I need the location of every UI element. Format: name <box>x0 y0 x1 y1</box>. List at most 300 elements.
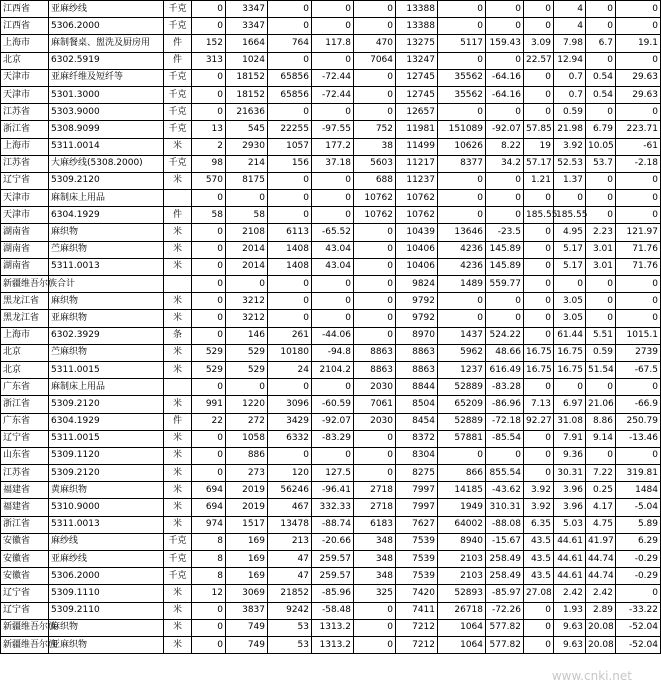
value-cell: -0.29 <box>616 568 661 585</box>
value-cell: 0 <box>354 447 396 464</box>
region-cell: 天津市 <box>1 69 49 86</box>
value-cell: 470 <box>354 35 396 52</box>
value-cell: 0 <box>554 379 586 396</box>
value-cell: 3.96 <box>554 482 586 499</box>
value-cell: 29.63 <box>616 86 661 103</box>
value-cell: 3.92 <box>524 499 554 516</box>
value-cell: 0 <box>486 310 524 327</box>
value-cell: 43.04 <box>312 241 354 258</box>
value-cell: 1408 <box>268 258 312 275</box>
table-row <box>1 310 661 327</box>
table-row <box>1 86 661 103</box>
value-cell: 156 <box>268 155 312 172</box>
value-cell: 348 <box>354 533 396 550</box>
unit-cell: 米 <box>164 310 192 327</box>
value-cell: 0 <box>438 310 486 327</box>
value-cell: 7997 <box>396 499 438 516</box>
value-cell: 0 <box>524 69 554 86</box>
region-cell: 安徽省 <box>1 533 49 550</box>
value-cell: 258.49 <box>486 551 524 568</box>
value-cell: 3.09 <box>524 35 554 52</box>
table-row <box>1 121 661 138</box>
value-cell: 21852 <box>268 585 312 602</box>
value-cell: 35562 <box>438 69 486 86</box>
table-row <box>1 447 661 464</box>
value-cell: 1024 <box>226 52 268 69</box>
value-cell: 0 <box>616 207 661 224</box>
value-cell: 529 <box>226 361 268 378</box>
unit-cell: 米 <box>164 516 192 533</box>
value-cell: 10626 <box>438 138 486 155</box>
unit-cell: 米 <box>164 602 192 619</box>
value-cell: 169 <box>226 568 268 585</box>
value-cell: -92.07 <box>312 413 354 430</box>
value-cell: 3.01 <box>586 258 616 275</box>
value-cell: 577.82 <box>486 636 524 653</box>
value-cell: 145.89 <box>486 241 524 258</box>
value-cell: 3212 <box>226 293 268 310</box>
value-cell: 7420 <box>396 585 438 602</box>
unit-cell: 件 <box>164 207 192 224</box>
value-cell: 0 <box>438 190 486 207</box>
value-cell: 0.59 <box>586 344 616 361</box>
value-cell: 0 <box>616 585 661 602</box>
value-cell: 2019 <box>226 499 268 516</box>
region-cell: 江苏省 <box>1 465 49 482</box>
value-cell: 0 <box>312 104 354 121</box>
value-cell: 98 <box>192 155 226 172</box>
value-cell: 7997 <box>396 482 438 499</box>
product-cell: 5309.2120 <box>49 172 164 189</box>
value-cell: 0 <box>192 104 226 121</box>
value-cell: -94.8 <box>312 344 354 361</box>
value-cell: 0 <box>586 1 616 18</box>
value-cell: 8 <box>192 551 226 568</box>
value-cell: 1437 <box>438 327 486 344</box>
value-cell: -85.97 <box>486 585 524 602</box>
value-cell: 0 <box>524 327 554 344</box>
product-cell: 5309.1120 <box>49 447 164 464</box>
value-cell: 616.49 <box>486 361 524 378</box>
value-cell: 145.89 <box>486 258 524 275</box>
value-cell: 21.98 <box>554 121 586 138</box>
value-cell: 0 <box>354 602 396 619</box>
unit-cell: 米 <box>164 361 192 378</box>
value-cell: 0 <box>354 636 396 653</box>
product-cell: 5311.0013 <box>49 516 164 533</box>
value-cell: 0 <box>524 1 554 18</box>
value-cell: 866 <box>438 465 486 482</box>
product-cell: 5311.0014 <box>49 138 164 155</box>
value-cell: 9.63 <box>554 636 586 653</box>
value-cell: 7.22 <box>586 465 616 482</box>
table-row <box>1 413 661 430</box>
value-cell: 4236 <box>438 258 486 275</box>
value-cell: 120 <box>268 465 312 482</box>
product-cell: 6304.1929 <box>49 207 164 224</box>
value-cell: -72.44 <box>312 86 354 103</box>
value-cell: 0 <box>524 293 554 310</box>
product-cell: 5309.2120 <box>49 465 164 482</box>
table-row <box>1 327 661 344</box>
value-cell: 4.17 <box>586 499 616 516</box>
value-cell: -64.16 <box>486 69 524 86</box>
value-cell: 0 <box>524 465 554 482</box>
product-cell: 麻织物 <box>49 224 164 241</box>
value-cell: 8863 <box>396 361 438 378</box>
value-cell: 2718 <box>354 499 396 516</box>
table-row <box>1 18 661 35</box>
value-cell: 11499 <box>396 138 438 155</box>
value-cell: 0 <box>586 104 616 121</box>
value-cell: 0 <box>268 1 312 18</box>
product-cell: 5306.2000 <box>49 18 164 35</box>
value-cell: 6.29 <box>616 533 661 550</box>
value-cell: 9242 <box>268 602 312 619</box>
value-cell: 65856 <box>268 69 312 86</box>
table-row <box>1 241 661 258</box>
value-cell: 8504 <box>396 396 438 413</box>
value-cell: 0 <box>616 276 661 293</box>
product-cell: 5301.3000 <box>49 86 164 103</box>
value-cell: 0 <box>192 69 226 86</box>
table-row <box>1 69 661 86</box>
unit-cell: 米 <box>164 447 192 464</box>
value-cell: 8175 <box>226 172 268 189</box>
value-cell: 1.93 <box>554 602 586 619</box>
value-cell: 152 <box>192 35 226 52</box>
value-cell: 44.61 <box>554 568 586 585</box>
watermark: www.cnki.net <box>551 669 632 683</box>
region-cell: 天津市 <box>1 86 49 103</box>
value-cell: 117.8 <box>312 35 354 52</box>
value-cell: 2104.2 <box>312 361 354 378</box>
value-cell: 0 <box>524 190 554 207</box>
value-cell: 0 <box>312 18 354 35</box>
value-cell: 0 <box>438 293 486 310</box>
value-cell: 52889 <box>438 379 486 396</box>
value-cell: 57881 <box>438 430 486 447</box>
value-cell: 10762 <box>354 190 396 207</box>
unit-cell: 千克 <box>164 69 192 86</box>
value-cell: 57.17 <box>524 155 554 172</box>
product-cell: 麻制床上用品 <box>49 379 164 396</box>
value-cell: 0 <box>438 52 486 69</box>
value-cell: 3429 <box>268 413 312 430</box>
value-cell: 52893 <box>438 585 486 602</box>
value-cell: 0 <box>268 172 312 189</box>
value-cell: 22 <box>192 413 226 430</box>
value-cell: 0 <box>192 258 226 275</box>
value-cell: 7.13 <box>524 396 554 413</box>
region-cell: 广东省 <box>1 413 49 430</box>
value-cell: 0 <box>354 224 396 241</box>
product-cell: 5309.2120 <box>49 396 164 413</box>
value-cell: 0 <box>486 1 524 18</box>
value-cell: 0 <box>312 293 354 310</box>
value-cell: -97.55 <box>312 121 354 138</box>
value-cell: 31.08 <box>554 413 586 430</box>
value-cell: 0.59 <box>554 104 586 121</box>
value-cell: 545 <box>226 121 268 138</box>
value-cell: 0 <box>268 276 312 293</box>
value-cell: -0.29 <box>616 551 661 568</box>
value-cell: 29.63 <box>616 69 661 86</box>
value-cell: 0 <box>192 310 226 327</box>
value-cell: 0 <box>354 1 396 18</box>
value-cell: 764 <box>268 35 312 52</box>
table-row <box>1 224 661 241</box>
value-cell: 0 <box>192 86 226 103</box>
value-cell: -23.5 <box>486 224 524 241</box>
value-cell: -64.16 <box>486 86 524 103</box>
value-cell: 12745 <box>396 86 438 103</box>
value-cell: 0 <box>616 104 661 121</box>
value-cell: 0 <box>586 379 616 396</box>
unit-cell: 米 <box>164 396 192 413</box>
value-cell: 47 <box>268 568 312 585</box>
value-cell: 10762 <box>396 207 438 224</box>
value-cell: 0 <box>524 602 554 619</box>
region-cell: 北京 <box>1 344 49 361</box>
value-cell: 7411 <box>396 602 438 619</box>
table-row <box>1 396 661 413</box>
value-cell: 177.2 <box>312 138 354 155</box>
value-cell: 0 <box>312 447 354 464</box>
value-cell: 3.96 <box>554 499 586 516</box>
table-row <box>1 551 661 568</box>
unit-cell: 米 <box>164 465 192 482</box>
value-cell: 213 <box>268 533 312 550</box>
value-cell: 24 <box>268 361 312 378</box>
value-cell: 3.92 <box>524 482 554 499</box>
value-cell: 146 <box>226 327 268 344</box>
value-cell: 8454 <box>396 413 438 430</box>
value-cell: 44.61 <box>554 533 586 550</box>
value-cell: -85.54 <box>486 430 524 447</box>
value-cell: 0 <box>268 293 312 310</box>
value-cell: 2.42 <box>554 585 586 602</box>
value-cell: 319.81 <box>616 465 661 482</box>
unit-cell: 千克 <box>164 86 192 103</box>
table-row <box>1 138 661 155</box>
value-cell: 272 <box>226 413 268 430</box>
value-cell: 169 <box>226 551 268 568</box>
value-cell: 5.17 <box>554 241 586 258</box>
table-row <box>1 482 661 499</box>
value-cell: 749 <box>226 636 268 653</box>
value-cell: 8863 <box>354 344 396 361</box>
region-cell: 浙江省 <box>1 396 49 413</box>
value-cell: 0 <box>192 190 226 207</box>
product-cell: 麻织物 <box>49 619 164 636</box>
value-cell: 7539 <box>396 533 438 550</box>
value-cell: 43.5 <box>524 551 554 568</box>
value-cell: 1064 <box>438 636 486 653</box>
region-cell: 江苏省 <box>1 104 49 121</box>
value-cell: 0 <box>486 207 524 224</box>
value-cell: 53 <box>268 619 312 636</box>
value-cell: 2739 <box>616 344 661 361</box>
value-cell: 13275 <box>396 35 438 52</box>
value-cell: 0 <box>486 18 524 35</box>
value-cell: -20.66 <box>312 533 354 550</box>
region-cell: 黑龙江省 <box>1 310 49 327</box>
region-cell: 山东省 <box>1 447 49 464</box>
value-cell: 8 <box>192 533 226 550</box>
table-row <box>1 155 661 172</box>
value-cell: 1313.2 <box>312 636 354 653</box>
unit-cell: 件 <box>164 413 192 430</box>
region-cell: 广东省 <box>1 379 49 396</box>
value-cell: 0 <box>524 86 554 103</box>
value-cell: 65209 <box>438 396 486 413</box>
value-cell: 8.22 <box>486 138 524 155</box>
value-cell: 0 <box>438 18 486 35</box>
product-cell: 黄麻织物 <box>49 482 164 499</box>
value-cell: 13388 <box>396 1 438 18</box>
value-cell: 58 <box>226 207 268 224</box>
value-cell: 0 <box>226 190 268 207</box>
table-row <box>1 258 661 275</box>
value-cell: 0 <box>268 52 312 69</box>
value-cell: 6183 <box>354 516 396 533</box>
value-cell: 0 <box>524 276 554 293</box>
value-cell: 0 <box>524 447 554 464</box>
value-cell: 3837 <box>226 602 268 619</box>
value-cell: 0 <box>192 430 226 447</box>
product-cell: 5311.0015 <box>49 361 164 378</box>
value-cell: 559.77 <box>486 276 524 293</box>
value-cell: 8863 <box>396 344 438 361</box>
product-cell: 大麻纱线(5308.2000) <box>49 155 164 172</box>
value-cell: 21.06 <box>586 396 616 413</box>
value-cell: 43.04 <box>312 258 354 275</box>
value-cell: 7064 <box>354 52 396 69</box>
product-cell: 亚麻纤维及短纤等 <box>49 69 164 86</box>
value-cell: 48.66 <box>486 344 524 361</box>
value-cell: 0 <box>586 172 616 189</box>
value-cell: 6.79 <box>586 121 616 138</box>
value-cell: 0 <box>616 447 661 464</box>
value-cell: -72.44 <box>312 69 354 86</box>
value-cell: 12.94 <box>554 52 586 69</box>
value-cell: 44.74 <box>586 568 616 585</box>
value-cell: 3.05 <box>554 310 586 327</box>
region-cell: 新疆维吾尔族合计 <box>1 276 49 293</box>
value-cell: 1313.2 <box>312 619 354 636</box>
value-cell: 18152 <box>226 69 268 86</box>
unit-cell: 米 <box>164 585 192 602</box>
value-cell: 1058 <box>226 430 268 447</box>
value-cell: 56246 <box>268 482 312 499</box>
value-cell: 2 <box>192 138 226 155</box>
product-cell: 5308.9099 <box>49 121 164 138</box>
value-cell: 0 <box>524 636 554 653</box>
value-cell: 0 <box>524 224 554 241</box>
value-cell: 44.61 <box>554 551 586 568</box>
value-cell: 5.17 <box>554 258 586 275</box>
value-cell: 8.86 <box>586 413 616 430</box>
value-cell: 13646 <box>438 224 486 241</box>
value-cell: 127.5 <box>312 465 354 482</box>
product-cell: 6302.3929 <box>49 327 164 344</box>
value-cell: 9.14 <box>586 430 616 447</box>
value-cell: 259.57 <box>312 551 354 568</box>
value-cell: 694 <box>192 482 226 499</box>
product-cell: 5311.0015 <box>49 430 164 447</box>
value-cell: -52.04 <box>616 619 661 636</box>
value-cell: 0 <box>586 190 616 207</box>
value-cell: 0 <box>268 18 312 35</box>
table-row <box>1 619 661 636</box>
value-cell: 3212 <box>226 310 268 327</box>
value-cell: 529 <box>192 344 226 361</box>
unit-cell: 米 <box>164 344 192 361</box>
value-cell: 0 <box>524 18 554 35</box>
value-cell: -2.18 <box>616 155 661 172</box>
value-cell: 0.54 <box>586 69 616 86</box>
value-cell: 0 <box>524 241 554 258</box>
value-cell: 0 <box>268 190 312 207</box>
value-cell: 0 <box>616 1 661 18</box>
value-cell: 169 <box>226 533 268 550</box>
table-row <box>1 499 661 516</box>
value-cell: -72.26 <box>486 602 524 619</box>
value-cell: 35562 <box>438 86 486 103</box>
unit-cell: 件 <box>164 52 192 69</box>
value-cell: 0 <box>354 69 396 86</box>
value-cell: 1489 <box>438 276 486 293</box>
value-cell: 2108 <box>226 224 268 241</box>
unit-cell: 千克 <box>164 533 192 550</box>
value-cell: 52889 <box>438 413 486 430</box>
product-cell: 5309.1110 <box>49 585 164 602</box>
value-cell: 8377 <box>438 155 486 172</box>
value-cell: 61.44 <box>554 327 586 344</box>
value-cell: 0 <box>616 52 661 69</box>
value-cell: 0 <box>616 293 661 310</box>
value-cell: 11237 <box>396 172 438 189</box>
value-cell: 19 <box>524 138 554 155</box>
value-cell: 0 <box>486 190 524 207</box>
value-cell: 0 <box>438 172 486 189</box>
value-cell: 6.7 <box>586 35 616 52</box>
value-cell: 0 <box>586 276 616 293</box>
value-cell: 0 <box>438 447 486 464</box>
value-cell: 185.55 <box>554 207 586 224</box>
value-cell: 7627 <box>396 516 438 533</box>
product-cell: 6304.1929 <box>49 413 164 430</box>
value-cell: 8304 <box>396 447 438 464</box>
value-cell: 0 <box>586 293 616 310</box>
unit-cell: 米 <box>164 258 192 275</box>
value-cell: -88.08 <box>486 516 524 533</box>
product-cell: 亚麻织物 <box>49 636 164 653</box>
product-cell: 5310.9000 <box>49 499 164 516</box>
table-row <box>1 379 661 396</box>
unit-cell <box>164 190 192 207</box>
value-cell: 7539 <box>396 568 438 585</box>
unit-cell: 米 <box>164 499 192 516</box>
value-cell: 8970 <box>396 327 438 344</box>
value-cell: 0.7 <box>554 69 586 86</box>
value-cell: 34.2 <box>486 155 524 172</box>
region-cell: 辽宁省 <box>1 602 49 619</box>
unit-cell: 条 <box>164 327 192 344</box>
value-cell: 0 <box>354 465 396 482</box>
value-cell: 0 <box>192 224 226 241</box>
